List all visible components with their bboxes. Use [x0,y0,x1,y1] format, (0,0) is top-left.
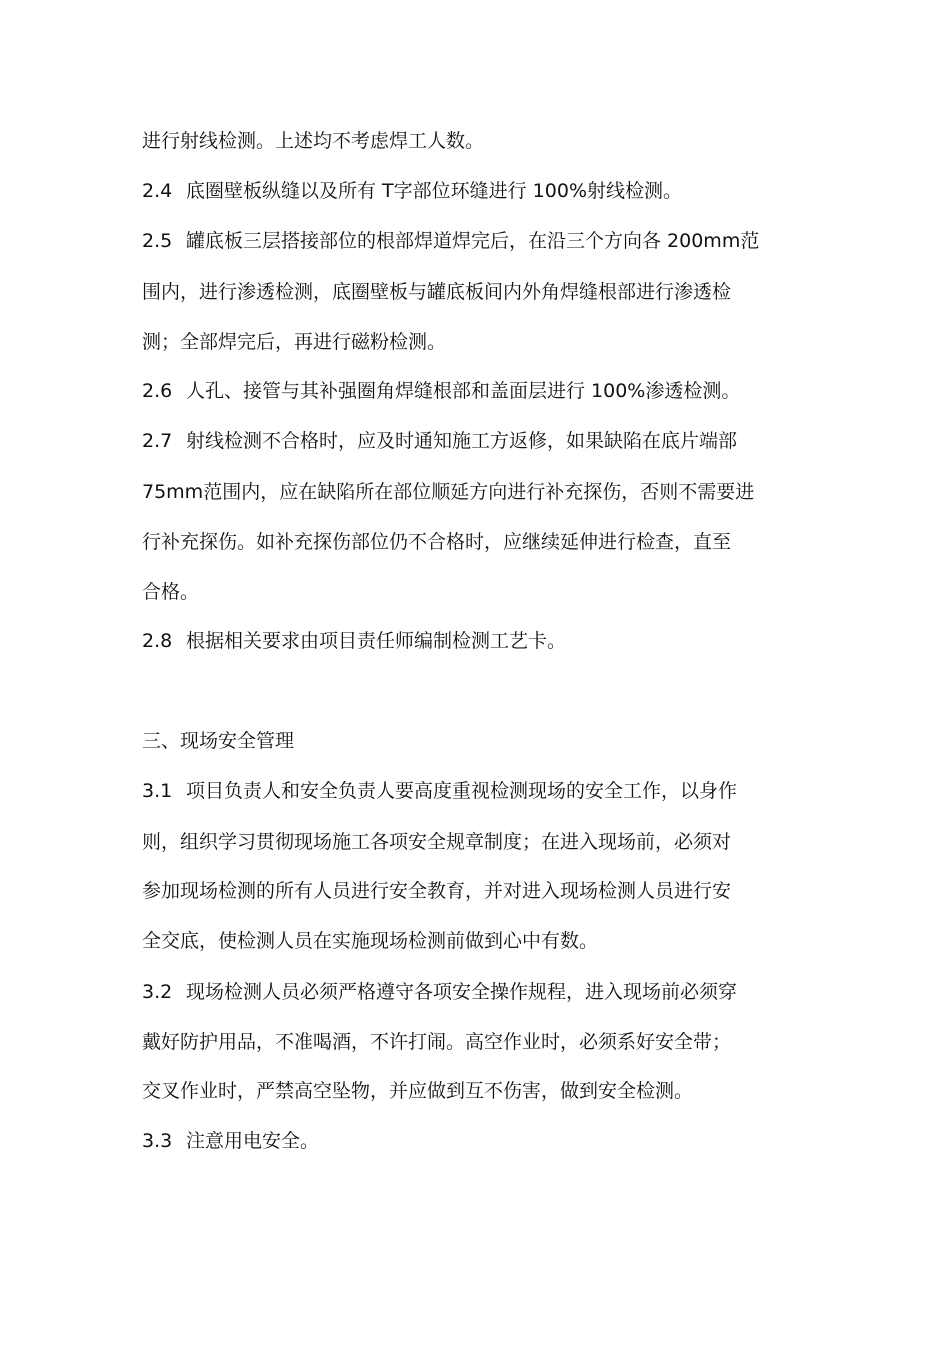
clause-number: 2.8 [142,630,173,652]
clause-3-1-line: 3.1 项目负责人和安全负责人要高度重视检测现场的安全工作，以身作 [142,776,737,806]
clause-2-7-line: 2.7 射线检测不合格时，应及时通知施工方返修，如果缺陷在底片端部 [142,426,737,456]
clause-number: 2.5 [142,230,173,252]
section-heading: 三、现场安全管理 [142,730,295,752]
paragraph-line: 则，组织学习贯彻现场施工各项安全规章制度；在进入现场前，必须对 [142,831,732,853]
paragraph-line: 合格。 [142,581,200,603]
paragraph-line: 行补充探伤。如补充探伤部位仍不合格时，应继续延伸进行检查，直至 [142,531,732,553]
clause-number: 3.2 [142,981,173,1003]
clause-2-5-line: 2.5 罐底板三层搭接部位的根部焊道焊完后，在沿三个方向各 200mm范 [142,226,759,256]
clause-3-3-line: 3.3 注意用电安全。 [142,1126,319,1156]
clause-number: 3.3 [142,1130,173,1152]
paragraph-line: 戴好防护用品，不准喝酒，不许打闹。高空作业时，必须系好安全带； [142,1031,732,1053]
paragraph-line: 交叉作业时，严禁高空坠物，并应做到互不伤害，做到安全检测。 [142,1080,694,1102]
clause-number: 3.1 [142,780,173,802]
paragraph-line: 参加现场检测的所有人员进行安全教育，并对进入现场检测人员进行安 [142,880,732,902]
paragraph-line: 围内，进行渗透检测，底圈壁板与罐底板间内外角焊缝根部进行渗透检 [142,281,732,303]
clause-number: 2.6 [142,380,173,402]
clause-number: 2.7 [142,430,173,452]
clause-2-8-line: 2.8 根据相关要求由项目责任师编制检测工艺卡。 [142,626,566,656]
clause-2-4-line: 2.4 底圈壁板纵缝以及所有 T字部位环缝进行 100%射线检测。 [142,176,682,206]
paragraph-line: 全交底，使检测人员在实施现场检测前做到心中有数。 [142,930,599,952]
paragraph-line: 测；全部焊完后，再进行磁粉检测。 [142,331,447,353]
clause-3-2-line: 3.2 现场检测人员必须严格遵守各项安全操作规程，进入现场前必须穿 [142,977,737,1007]
paragraph-line: 75mm范围内，应在缺陷所在部位顺延方向进行补充探伤，否则不需要进 [142,481,755,503]
clause-2-6-line: 2.6 人孔、接管与其补强圈角焊缝根部和盖面层进行 100%渗透检测。 [142,376,740,406]
paragraph-line: 进行射线检测。上述均不考虑焊工人数。 [142,130,485,152]
clause-number: 2.4 [142,180,173,202]
